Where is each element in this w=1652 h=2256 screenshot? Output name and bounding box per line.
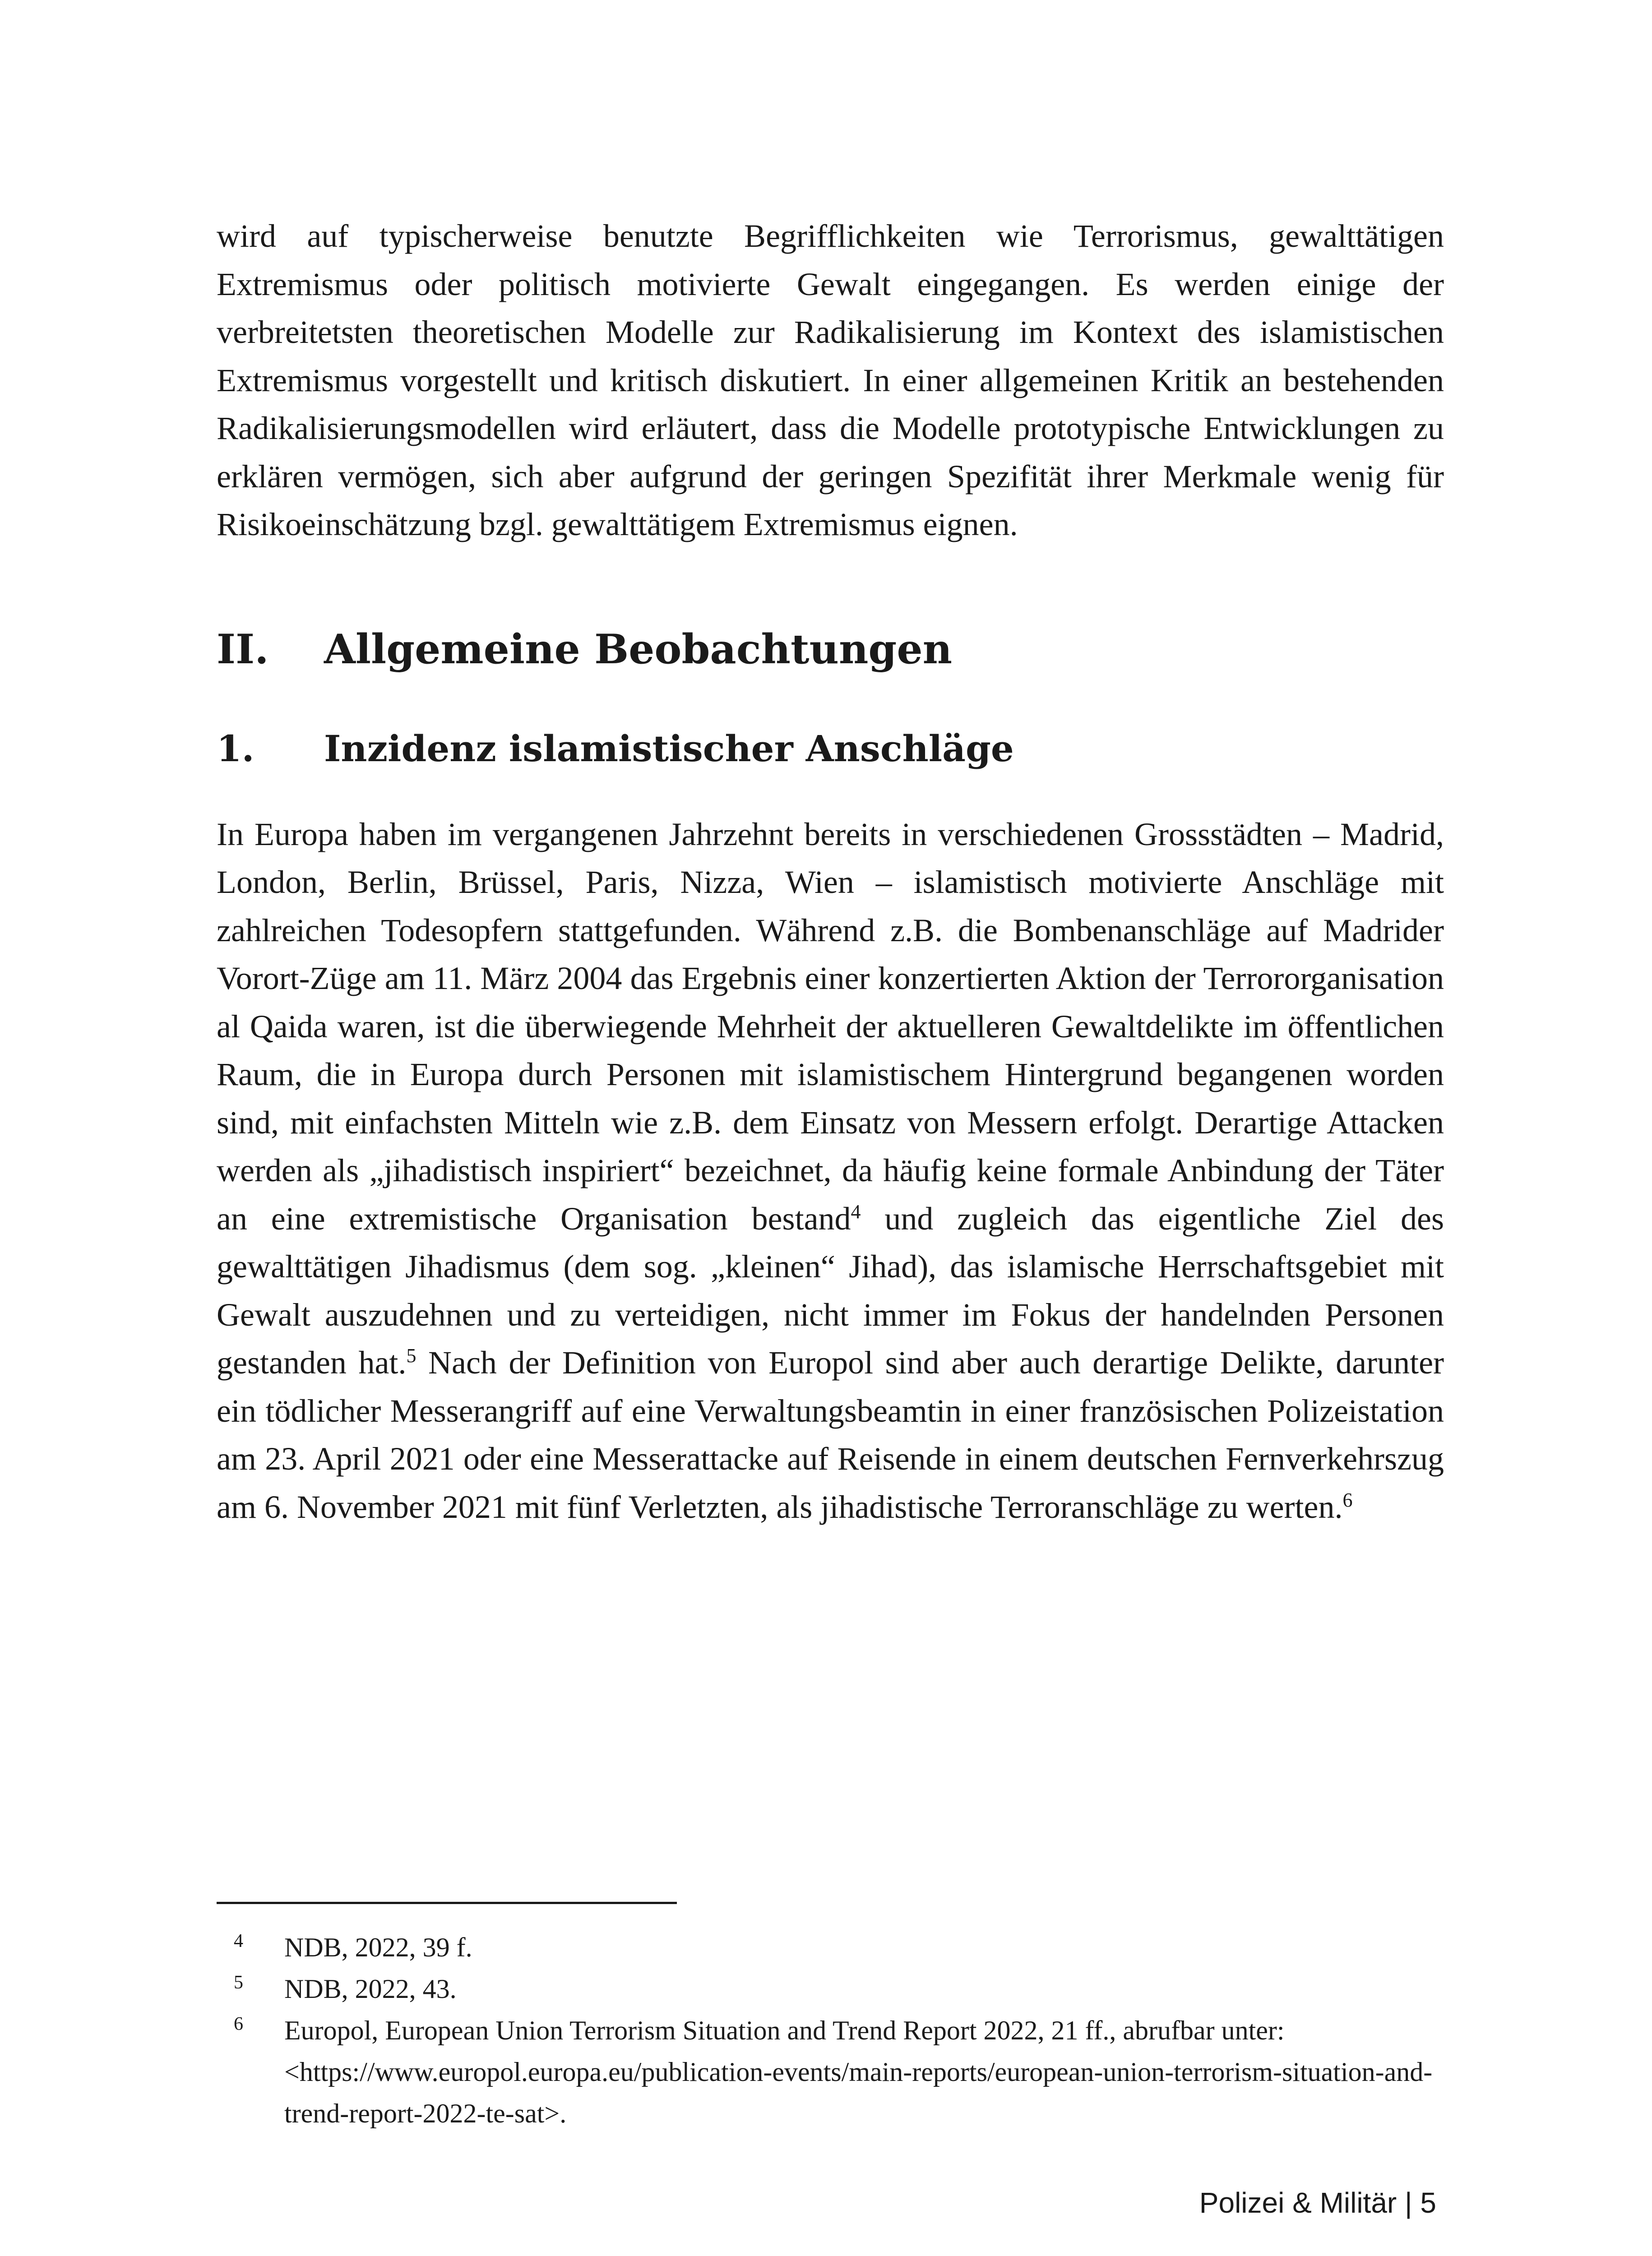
footnote-number: 5	[234, 1972, 243, 1993]
subsection-title: Inzidenz islamistischer Anschläge	[324, 727, 1014, 770]
section-number: II.	[217, 625, 269, 673]
footnote-text: Europol, European Union Terrorism Situation and Trend Report 2022, 21 ff., abrufbar unter:	[284, 2016, 1285, 2045]
footnote-url-link[interactable]: <https://www.europol.europa.eu/publication-events/main-reports/european-union-terrorism-situation-and-trend-report-2022-te-sat>.	[284, 2057, 1433, 2128]
footnote-ref-6[interactable]: 6	[1342, 1489, 1353, 1511]
page-content	[217, 212, 1444, 1531]
footnote-text-block	[284, 2010, 1444, 2134]
body-text-part1: In Europa haben im vergangenen Jahrzehnt bereits in verschiedenen Grossstädten – Madrid, London, Berlin, Brüssel, Paris, Nizza, Wien – islamistisch motivierte Anschläge mit zahlreichen Todesopfern stattgefunden. Während z.B. die Bombenanschläge auf Madrider Vorort-Züge am 11. März 2004 das Ergebnis einer konzertierten Aktion der Terrororganisation al Qaida waren, ist die überwiegende Mehrheit der aktuelleren Gewaltdelikte im öffentlichen Raum, die in Europa durch Personen mit islamistischem Hintergrund begangenen worden sind, mit einfachsten Mitteln wie z.B. dem Einsatz von Messern erfolgt. Derartige Attacken werden als „jihadistisch inspiriert“ bezeichnet, da häufig keine formale Anbindung der Täter an eine extremistische Organisation bestand	[217, 816, 1444, 1237]
subsection-heading	[217, 727, 1444, 770]
footnote-item	[217, 2010, 1444, 2134]
body-text-part3: Nach der Definition von Europol sind aber auch derartige Delikte, darunter ein tödlicher Messerangriff auf eine Verwaltungsbeamtin in einer französischen Polizeistation am 23. April 2021 oder eine Messerattacke auf Reisende in einem deutschen Fernverkehrszug am 6. November 2021 mit fünf Verletzten, als jihadistische Terroranschläge zu werten.	[217, 1345, 1444, 1525]
footnote-text: NDB, 2022, 39 f.	[284, 1932, 472, 1962]
footnotes	[217, 1927, 1444, 2134]
body-paragraph	[217, 810, 1444, 1531]
footnote-divider	[217, 1902, 677, 1904]
page-footer: Polizei & Militär | 5	[1199, 2187, 1436, 2219]
footnote-item	[217, 1927, 1444, 1968]
footnote-ref-4[interactable]: 4	[851, 1200, 861, 1223]
footnote-ref-5[interactable]: 5	[406, 1345, 416, 1367]
subsection-number: 1.	[217, 727, 255, 770]
footnote-text: NDB, 2022, 43.	[284, 1974, 457, 2004]
intro-paragraph: wird auf typischerweise benutzte Begrifflichkeiten wie Terrorismus, gewalttätigen Extremismus oder politisch motivierte Gewalt eingegangen. Es werden einige der verbreitetsten theoretischen Modelle zur Radikalisierung im Kontext des islamistischen Extremismus vorgestellt und kritisch diskutiert. In einer allgemeinen Kritik an bestehenden Radikalisierungsmodellen wird erläutert, dass die Modelle prototypische Entwicklungen zu erklären vermögen, sich aber aufgrund der geringen Spezifität ihrer Merkmale wenig für Risikoeinschätzung bzgl. gewalttätigem Extremismus eignen.	[217, 218, 1444, 542]
section-title: Allgemeine Beobachtungen	[324, 625, 953, 673]
footnote-number: 4	[234, 1931, 243, 1951]
section-heading	[217, 625, 1444, 673]
footnote-item	[217, 1968, 1444, 2010]
body-text-part2: und zugleich das eigentliche Ziel des gewalttätigen Jihadismus (dem sog. „kleinen“ Jihad), das islamische Herrschaftsgebiet mit Gewalt auszudehnen und zu verteidigen, nicht immer im Fokus der handelnden Personen gestanden hat.	[217, 1200, 1444, 1381]
footnote-number: 6	[234, 2014, 243, 2034]
